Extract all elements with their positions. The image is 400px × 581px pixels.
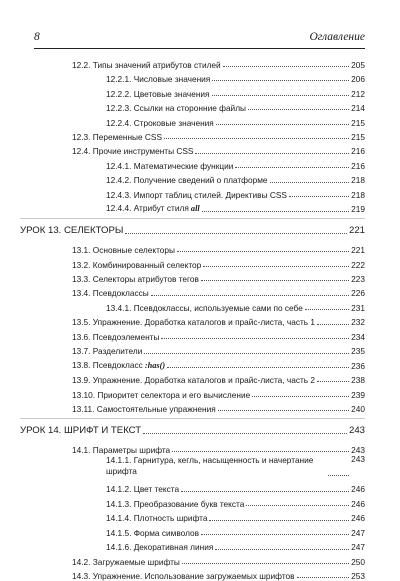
toc-entry-number: 12.2.1. — [106, 74, 134, 85]
toc-entry[interactable] — [106, 455, 365, 481]
toc-entry[interactable] — [106, 185, 365, 199]
toc-entry-text: УРОК 14. ШРИФТ И ТЕКСТ — [20, 425, 142, 437]
toc-entry-text: Импорт таблиц стилей. Директивы CSS — [133, 189, 287, 200]
toc-entry-title — [72, 147, 194, 155]
toc-entry-title — [106, 162, 234, 170]
dot-leader — [203, 266, 349, 267]
toc-entry-page: 232 — [351, 317, 365, 328]
dot-leader — [144, 353, 349, 354]
toc-entry-title — [72, 405, 217, 413]
dot-leader — [212, 80, 349, 81]
toc-entry-number: 14.1.2. — [106, 484, 134, 495]
toc-lesson-entry[interactable] — [20, 422, 365, 436]
dot-leader — [270, 182, 350, 183]
toc-entry-code: :has() — [142, 360, 166, 370]
toc-entry-page: 238 — [351, 375, 365, 386]
toc-entry-number: 14.2. — [72, 556, 93, 567]
toc-entry-title — [72, 361, 166, 370]
toc-entry-title — [106, 455, 327, 477]
toc-entry[interactable] — [106, 69, 365, 83]
dot-leader — [182, 563, 349, 564]
toc-entry[interactable] — [106, 523, 365, 537]
toc-entry[interactable] — [72, 127, 365, 141]
toc-entry-page: 246 — [351, 498, 365, 509]
toc-entry-title — [20, 426, 142, 436]
toc-entry-number: 13.8. — [72, 359, 93, 370]
toc-entry-page: 215 — [351, 117, 365, 128]
toc-entry-number: 14.3. — [72, 571, 93, 581]
toc-entry-number: 13.2. — [72, 259, 93, 270]
toc-entry[interactable] — [72, 385, 365, 399]
toc-entry-page: 243 — [351, 453, 365, 464]
toc-entry-text: Атрибут стиля — [133, 203, 189, 214]
toc-entry-number: 12.4.2. — [106, 175, 134, 186]
toc-entry-number: 14.1.3. — [106, 498, 134, 509]
toc-entry-page: 205 — [351, 59, 365, 70]
toc-entry-page: 212 — [351, 88, 365, 99]
toc-entry[interactable] — [106, 84, 365, 98]
toc-entry-number: 13.6. — [72, 331, 93, 342]
toc-entry-number: 14.1.5. — [106, 527, 134, 538]
toc-entry-text: Строковые значения — [133, 117, 214, 128]
toc-entry-number: 12.4. — [72, 146, 93, 157]
toc-entry-title — [72, 446, 171, 454]
toc-entry[interactable] — [72, 255, 365, 269]
toc-entry-page: 247 — [351, 542, 365, 553]
toc-entry[interactable] — [106, 298, 365, 312]
toc-entry-number: 14.1.1. — [106, 454, 134, 465]
toc-entry-page: 243 — [348, 425, 365, 437]
toc-entry-page: 218 — [351, 189, 365, 200]
toc-entry[interactable] — [106, 538, 365, 552]
toc-entry-title — [106, 75, 211, 83]
toc-entry-number: 13.1. — [72, 245, 93, 256]
toc-entry-text: Разделители — [92, 346, 143, 357]
toc-entry-page: 236 — [351, 360, 365, 371]
toc-entry-number: 12.2.2. — [106, 88, 134, 99]
toc-entry[interactable] — [72, 313, 365, 327]
toc-entry-number: 13.4.1. — [106, 302, 134, 313]
toc-entry-title — [106, 176, 269, 184]
toc-entry-text: Декоративная линия — [133, 542, 214, 553]
toc-entry[interactable] — [106, 113, 365, 127]
toc-entry-title — [106, 191, 288, 199]
toc-entry-text: Селекторы атрибутов тегов — [92, 274, 199, 284]
dot-leader — [305, 309, 349, 310]
toc-entry-code: all — [188, 204, 200, 214]
dot-leader — [317, 324, 349, 325]
toc-entry-page: 240 — [351, 404, 365, 415]
toc-entry[interactable] — [72, 55, 365, 69]
toc-entry-title — [72, 133, 163, 141]
toc-entry-title — [106, 304, 304, 312]
toc-entry-text: Упражнение. Доработка каталогов и прайс-листа, часть 2 — [92, 375, 316, 386]
toc-entry-text: УРОК 13. СЕЛЕКТОРЫ — [20, 225, 124, 237]
toc-entry-text: Типы значений атрибутов стилей — [92, 59, 221, 70]
toc-entry-text: Основные селекторы — [92, 245, 176, 256]
toc-entry-text: Плотность шрифта — [133, 513, 208, 524]
page-number: 8 — [34, 31, 40, 43]
toc-entry-page: 226 — [351, 288, 365, 299]
toc-entry[interactable] — [72, 240, 365, 254]
dot-leader — [164, 138, 349, 139]
toc-entry-text: Математические функции — [133, 160, 234, 171]
toc-entry-number: 14.1. — [72, 444, 93, 455]
dot-leader — [218, 410, 349, 411]
toc-entry-title — [20, 226, 124, 236]
toc-entry-title — [72, 61, 222, 69]
dot-leader — [202, 211, 349, 212]
toc-entry-number: 12.2.3. — [106, 103, 134, 114]
toc-entry-page: 234 — [351, 331, 365, 342]
toc-entry-title — [106, 485, 180, 493]
toc-entry[interactable] — [106, 156, 365, 170]
toc-entry-title — [72, 289, 150, 297]
dot-leader — [195, 153, 349, 154]
toc-entry-title — [106, 90, 211, 98]
toc-entry-title — [106, 514, 208, 522]
dot-leader — [252, 396, 349, 397]
toc-entry-text: Загружаемые шрифты — [92, 556, 180, 567]
toc-entry[interactable] — [72, 142, 365, 156]
toc-entry-text: Форма символов — [133, 527, 200, 538]
toc-entry-page: 206 — [351, 74, 365, 85]
toc-entry-title — [72, 391, 251, 399]
toc-entry-number: 13.7. — [72, 346, 93, 357]
toc-entry[interactable] — [106, 494, 365, 508]
dot-leader — [216, 124, 349, 125]
dot-leader — [209, 520, 349, 521]
toc-entry[interactable] — [106, 480, 365, 494]
toc-entry[interactable] — [72, 552, 365, 566]
toc-entry[interactable] — [72, 269, 365, 283]
toc-entry-page: 239 — [351, 389, 365, 400]
toc-entry-number: 12.4.4. — [106, 203, 134, 214]
dot-leader — [181, 491, 349, 492]
toc-entry-number: 12.2. — [72, 59, 93, 70]
toc-entry[interactable] — [106, 200, 365, 214]
toc-entry-title — [72, 246, 176, 254]
toc-entry-text: Комбинированный селектор — [92, 259, 202, 270]
toc-entry-text: Прочие инструменты CSS — [92, 146, 194, 157]
toc-entry-number: 14.1.4. — [106, 513, 134, 524]
section-divider — [20, 418, 365, 419]
toc-entry-page: 221 — [351, 245, 365, 256]
toc-entry-page: 218 — [351, 175, 365, 186]
toc-entry-title — [72, 333, 160, 341]
toc-entry-number: 13.11. — [72, 404, 97, 415]
toc-entry[interactable] — [72, 566, 365, 580]
toc-entry-text: Псевдоэлементы — [92, 331, 160, 342]
toc-entry[interactable] — [106, 171, 365, 185]
header-title: Оглавление — [309, 31, 365, 43]
toc-entry-number: 13.10. — [72, 389, 98, 400]
toc-entry-text: Переменные CSS — [92, 131, 162, 142]
toc-entry-page: 215 — [351, 131, 365, 142]
toc-entry-text: Цвет текста — [133, 484, 180, 495]
dot-leader — [201, 280, 349, 281]
toc-entry-page: 253 — [351, 571, 365, 581]
toc-entry-title — [72, 275, 200, 283]
toc-entry-text: Приоритет селектора и его вычисление — [97, 389, 251, 400]
toc-entry[interactable] — [106, 509, 365, 523]
toc-entry-text: Преобразование букв текста — [133, 498, 245, 509]
dot-leader — [212, 95, 350, 96]
toc-entry-text: Псевдоклассы — [92, 288, 149, 299]
toc-entry-title — [106, 204, 201, 213]
dot-leader — [151, 295, 349, 296]
dot-leader — [289, 196, 349, 197]
toc-entry-text: Получение сведений о платформе — [133, 175, 268, 186]
toc-entry[interactable] — [72, 440, 365, 454]
toc-entry-text: Псевдоклассы, используемые сами по себе — [133, 302, 303, 313]
toc-entry-title — [72, 376, 316, 384]
toc-entry-page: 250 — [351, 556, 365, 567]
toc-entry[interactable] — [72, 399, 365, 413]
toc-entry[interactable] — [72, 327, 365, 341]
toc-entry-title — [106, 543, 214, 551]
dot-leader — [297, 577, 350, 578]
dot-leader — [167, 367, 349, 368]
toc-entry[interactable] — [72, 284, 365, 298]
dot-leader — [215, 549, 349, 550]
toc-entry-number: 13.3. — [72, 274, 93, 284]
toc-entry-page: 235 — [351, 346, 365, 357]
toc-entry-page: 222 — [351, 259, 365, 270]
toc-entry-page: 216 — [351, 146, 365, 157]
toc-entry-number: 12.4.3. — [106, 189, 134, 200]
toc-entry-number: 13.9. — [72, 375, 93, 386]
dot-leader — [223, 66, 349, 67]
toc-entry-text: Упражнение. Доработка каталогов и прайс-листа, часть 1 — [92, 317, 316, 328]
toc-entry[interactable] — [72, 342, 365, 356]
toc-entry-text: Цветовые значения — [133, 88, 210, 99]
toc-entry-page: 246 — [351, 484, 365, 495]
toc-entry[interactable] — [72, 370, 365, 384]
toc-entry[interactable] — [106, 98, 365, 112]
toc-entry-page: 246 — [351, 513, 365, 524]
toc-entry-text: Упражнение. Использование загружаемых шрифтов — [92, 571, 295, 581]
running-header — [34, 30, 365, 49]
toc-entry-text: Ссылки на сторонние файлы — [133, 103, 246, 114]
dot-leader — [235, 167, 349, 168]
toc-entry-title — [106, 500, 245, 508]
toc-entry-title — [106, 104, 247, 112]
toc-entry-number: 13.4. — [72, 288, 93, 299]
toc-entry-text: Самостоятельные упражнения — [96, 404, 216, 415]
dot-leader — [143, 433, 347, 434]
toc-entry-page: 214 — [351, 103, 365, 114]
toc-lesson-entry[interactable] — [20, 222, 365, 236]
toc-entry-title — [106, 529, 200, 537]
toc-entry[interactable] — [72, 356, 365, 370]
toc-entry-number: 12.2.4. — [106, 117, 134, 128]
dot-leader — [201, 534, 349, 535]
toc-entry-page: 216 — [351, 160, 365, 171]
toc-entry-title — [72, 318, 316, 326]
toc-entry-number: 14.1.6. — [106, 542, 134, 553]
toc-entry-page: 219 — [351, 204, 365, 215]
toc-entry-page: 247 — [351, 527, 365, 538]
toc-entry-number: 13.5. — [72, 317, 93, 328]
toc-entry-page: 243 — [351, 444, 365, 455]
toc-entry-page: 231 — [351, 302, 365, 313]
toc-entry-title — [72, 572, 296, 580]
toc-entry-title — [72, 347, 143, 355]
toc-entry-text: Псевдокласс — [92, 359, 143, 370]
dot-leader — [161, 338, 349, 339]
dot-leader — [248, 109, 349, 110]
dot-leader — [246, 505, 349, 506]
dot-leader — [172, 451, 349, 452]
toc-entry-page: 221 — [348, 225, 365, 237]
toc-entry-number: 12.3. — [72, 131, 93, 142]
dot-leader — [317, 381, 349, 382]
toc-entry-text: Числовые значения — [133, 74, 211, 85]
dot-leader — [328, 475, 349, 476]
toc-entry-title — [106, 119, 215, 127]
toc-entry-number: 12.4.1. — [106, 160, 134, 171]
toc-entry-text: Параметры шрифта — [92, 444, 171, 455]
dot-leader — [177, 251, 349, 252]
toc-entry-title — [72, 261, 202, 269]
dot-leader — [125, 233, 347, 234]
toc-entry-text: Гарнитура, кегль, насыщенность и начертание шрифта — [106, 454, 314, 476]
toc-entry-page: 223 — [351, 274, 365, 284]
section-divider — [20, 218, 365, 219]
